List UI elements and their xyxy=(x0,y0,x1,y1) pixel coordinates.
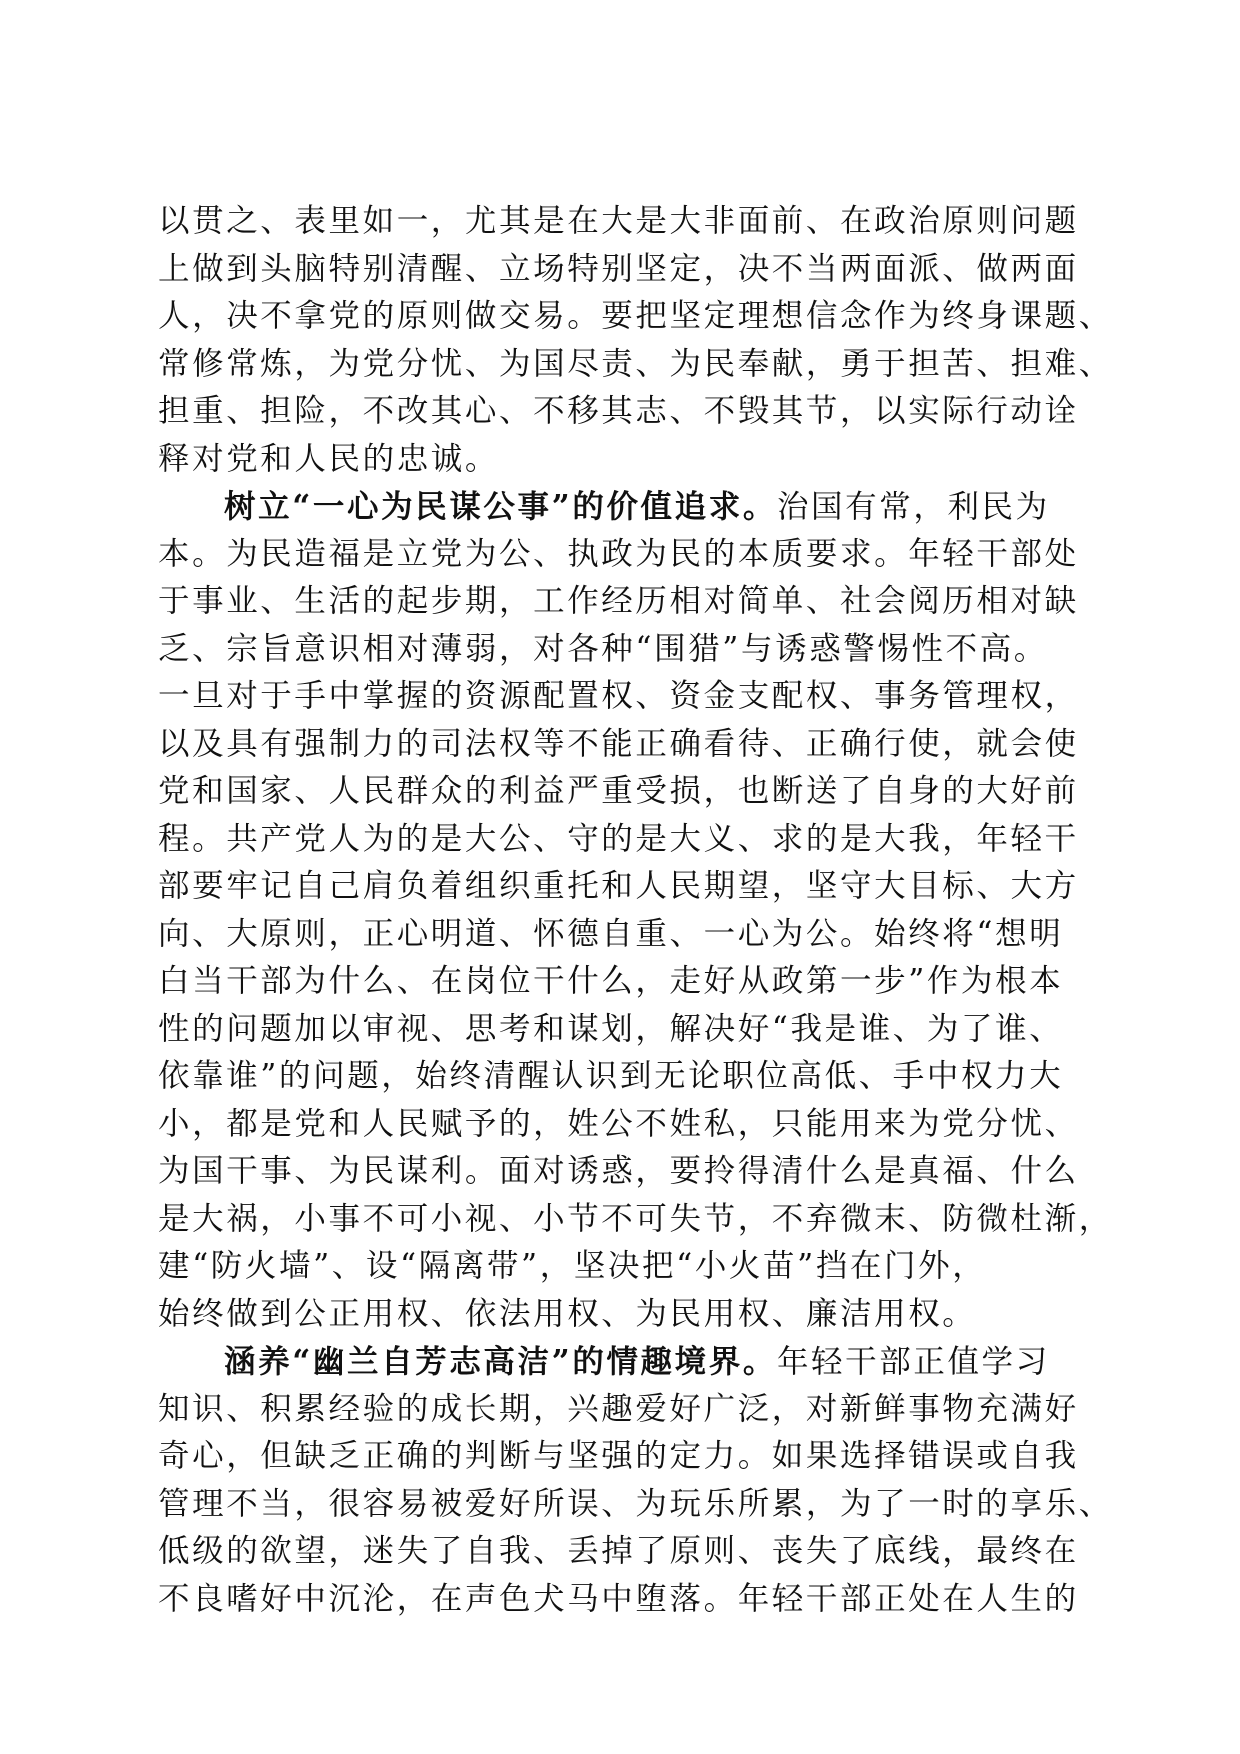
text-line: 本。为民造福是立党为公、执政为民的本质要求。年轻干部处 xyxy=(158,535,1079,572)
text-line: 奇心，但缺乏正确的判断与坚强的定力。如果选择错误或自我 xyxy=(158,1438,1079,1474)
text-line: 常修常炼，为党分忧、为国尽责、为民奉献，勇于担苦、担难、 xyxy=(158,345,1113,382)
paragraph-first-line xyxy=(158,1338,1088,1386)
paragraph-value-pursuit xyxy=(158,483,1113,1338)
text-line: 以贯之、表里如一，尤其是在大是大非面前、在政治原则问题 xyxy=(158,203,1079,239)
text-line: 人，决不拿党的原则做交易。要把坚定理想信念作为终身课题、 xyxy=(158,298,1113,334)
text-line: 小，都是党和人民赋予的，姓公不姓私，只能用来为党分忧、 xyxy=(158,1105,1079,1142)
paragraph-first-line xyxy=(158,483,1088,531)
text-line: 乏、宗旨意识相对薄弱，对各种“围猎”与诱惑警惕性不高。 xyxy=(158,630,1048,667)
text-line: 建“防火墙”、设“隔离带”，坚决把“小火苗”挡在门外， xyxy=(158,1248,987,1284)
paragraph-interest-realm xyxy=(158,1338,1113,1623)
document-body xyxy=(158,198,1113,1623)
text-line: 管理不当，很容易被爱好所误、为玩乐所累，为了一时的享乐、 xyxy=(158,1485,1113,1522)
text-line: 知识、积累经验的成长期，兴趣爱好广泛，对新鲜事物充满好 xyxy=(158,1390,1079,1427)
text-line: 党和国家、人民群众的利益严重受损，也断送了自身的大好前 xyxy=(158,773,1079,809)
text-line: 程。共产党人为的是大公、守的是大义、求的是大我，年轻干 xyxy=(158,820,1079,857)
text-line: 始终做到公正用权、依法用权、为民用权、廉洁用权。 xyxy=(158,1295,977,1332)
text-line: 于事业、生活的起步期，工作经历相对简单、社会阅历相对缺 xyxy=(158,583,1079,619)
text-line: 白当干部为什么、在岗位干什么，走好从政第一步”作为根本 xyxy=(158,963,1064,999)
text-line: 向、大原则，正心明道、怀德自重、一心为公。始终将“想明 xyxy=(158,915,1064,952)
text-segment: 治国有常，利民为 xyxy=(776,489,1050,525)
text-line: 担重、担险，不改其心、不移其志、不毁其节，以实际行动诠 xyxy=(158,393,1079,429)
text-line: 一旦对于手中掌握的资源配置权、资金支配权、事务管理权， xyxy=(158,678,1079,714)
text-line: 依靠谁”的问题，始终清醒认识到无论职位高低、手中权力大 xyxy=(158,1058,1064,1094)
paragraph-heading: 树立“一心为民谋公事”的价值追求。 xyxy=(224,488,777,525)
text-line: 性的问题加以审视、思考和谋划，解决好“我是谁、为了谁、 xyxy=(158,1010,1064,1047)
text-line: 为国干事、为民谋利。面对诱惑，要拎得清什么是真福、什么 xyxy=(158,1153,1079,1189)
text-segment: 年轻干部正值学习 xyxy=(776,1344,1050,1380)
text-line: 是大祸，小事不可小视、小节不可失节，不弃微末、防微杜渐， xyxy=(158,1200,1113,1237)
text-line: 以及具有强制力的司法权等不能正确看待、正确行使，就会使 xyxy=(158,725,1079,762)
text-line: 部要牢记自己肩负着组织重托和人民期望，坚守大目标、大方 xyxy=(158,868,1079,904)
text-line: 低级的欲望，迷失了自我、丢掉了原则、丧失了底线，最终在 xyxy=(158,1533,1079,1569)
text-line: 上做到头脑特别清醒、立场特别坚定，决不当两面派、做两面 xyxy=(158,250,1079,287)
paragraph-heading: 涵养“幽兰自芳志高洁”的情趣境界。 xyxy=(224,1343,777,1380)
paragraph-continuation xyxy=(158,198,1113,483)
text-line: 不良嗜好中沉沦，在声色犬马中堕落。年轻干部正处在人生的 xyxy=(158,1580,1079,1617)
text-line: 释对党和人民的忠诚。 xyxy=(158,440,500,477)
